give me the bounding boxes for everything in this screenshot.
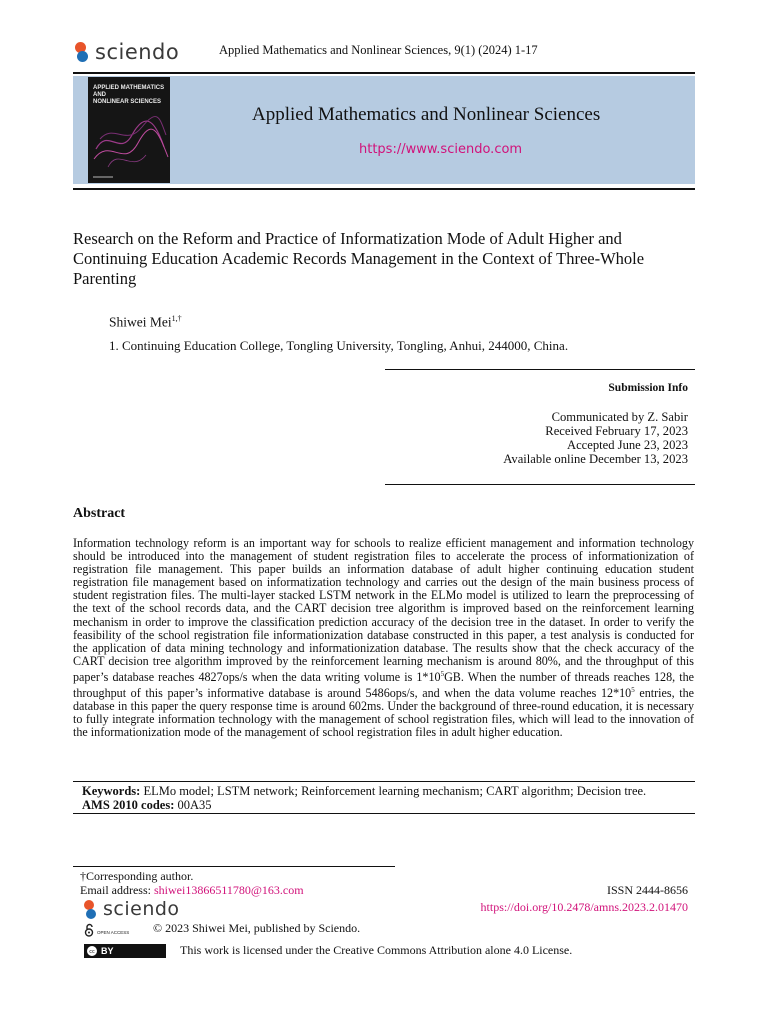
open-access-label: OPEN ACCESS xyxy=(97,930,130,935)
abstract-sup-1: 5 xyxy=(440,669,445,678)
sciendo-wordmark: sciendo xyxy=(95,40,180,64)
available-date: Available online December 13, 2023 xyxy=(503,452,688,466)
banner-title: Applied Mathematics and Nonlinear Sciences xyxy=(252,104,601,125)
submission-rule-top xyxy=(385,369,695,370)
submission-rule-bottom xyxy=(385,484,695,485)
sciendo-mark-icon xyxy=(82,900,97,919)
license-line: This work is licensed under the Creative Commons Attribution alone 4.0 License. xyxy=(180,943,573,957)
open-access-icon xyxy=(84,923,94,942)
sciendo-logo-footer xyxy=(82,898,180,920)
cc-icon: cc xyxy=(87,946,97,956)
cc-by-badge xyxy=(84,944,166,958)
sciendo-wordmark: sciendo xyxy=(103,898,180,920)
keywords-value: ELMo model; LSTM network; Reinforcement learning mechanism; CART algorithm; Decision tree. xyxy=(143,784,647,798)
banner-url-link[interactable]: https://www.sciendo.com xyxy=(359,142,523,157)
accepted-date: Accepted June 23, 2023 xyxy=(566,438,688,452)
received-date: Received February 17, 2023 xyxy=(545,424,688,438)
cover-title: APPLIED MATHEMATICS AND NONLINEAR SCIENCES xyxy=(93,85,165,105)
copyright-line: © 2023 Shiwei Mei, published by Sciendo. xyxy=(153,921,361,935)
email-line xyxy=(80,883,304,898)
open-access-badge xyxy=(84,923,129,942)
article-title: Research on the Reform and Practice of Informatization Mode of Adult Higher and Continuing Education Academic Records Management in the Context of Three-Whole Parenting xyxy=(73,229,645,288)
keywords-rule-top xyxy=(73,781,695,782)
keywords-line xyxy=(82,784,646,799)
submission-info-heading: Submission Info xyxy=(608,382,688,394)
author-affiliation: 1. Continuing Education College, Tongling University, Tongling, Anhui, 244000, China. xyxy=(109,338,569,353)
abstract-sup-2: 5 xyxy=(631,686,635,695)
corresponding-author-note: †Corresponding author. xyxy=(80,869,194,883)
journal-cover-image xyxy=(88,77,170,183)
ams-codes-line xyxy=(82,798,212,813)
doi-link[interactable]: https://doi.org/10.2478/amns.2023.2.01470 xyxy=(480,900,688,914)
keywords-rule-bottom xyxy=(73,813,695,814)
author-name: Shiwei Mei xyxy=(109,314,172,330)
email-link[interactable]: shiwei13866511780@163.com xyxy=(153,883,304,897)
sciendo-mark-icon xyxy=(73,42,89,62)
author-superscript: 1,† xyxy=(171,314,182,323)
email-label: Email address: xyxy=(80,883,154,897)
author-line xyxy=(109,314,182,331)
sciendo-logo-header xyxy=(73,40,179,64)
header-rule-bottom xyxy=(73,188,695,190)
footnote-rule xyxy=(73,866,395,867)
journal-citation: Applied Mathematics and Nonlinear Sciences, 9(1) (2024) 1-17 xyxy=(219,43,538,57)
issn: ISSN 2444-8656 xyxy=(606,883,688,897)
ams-codes-value: 00A35 xyxy=(177,798,212,812)
communicated-by: Communicated by Z. Sabir xyxy=(551,410,688,424)
abstract-heading: Abstract xyxy=(73,506,126,521)
abstract-body xyxy=(73,537,694,739)
cc-by-label: BY xyxy=(101,946,114,956)
ams-codes-label: AMS 2010 codes: xyxy=(82,798,175,812)
header-rule-top xyxy=(73,72,695,74)
abstract-text: Information technology reform is an important way for schools to realize efficient management and information technology should be introduced into the management of student registration files to accelerate the process of informationization of registration file management. This paper builds an information database of adult higher continuing education student registration file management based on informatization technology and carries out the design of the main business process of student registration files. The multi-layer stacked LSTM network in the ELMo model is utilized to learn the preprocessing of the text of the school records data, and the CART decision tree algorithm is improved based on the reinforcement learning mechanism in order to improve the classification prediction accuracy of the decision tree in the dataset. In order to verify the feasibility of the school registration file informationization database constructed in this paper, a test analysis is conducted for the application of data mining technology and informationization database. The results show that the check accuracy of the CART decision tree algorithm improved by the reinforcement learning mechanism is around 80%, and the throughput of this paper’s database reaches 4827ops/s when the data writing volume is $1*10^5GB$. When the number of threads reaches 128, the throughput of this paper’s informative database is around 5486ops/s, and when the data volume reaches $12*10^5$ entries, the database in this paper the query response time is around 602ms. Under the background of three-round education, it is necessary to fully integrate information technology with the management of school registration files, which will lead to the innovation of the informationization mode of the management of school registration files in adult higher education. xyxy=(73,536,694,740)
keywords-label: Keywords: xyxy=(82,784,141,798)
